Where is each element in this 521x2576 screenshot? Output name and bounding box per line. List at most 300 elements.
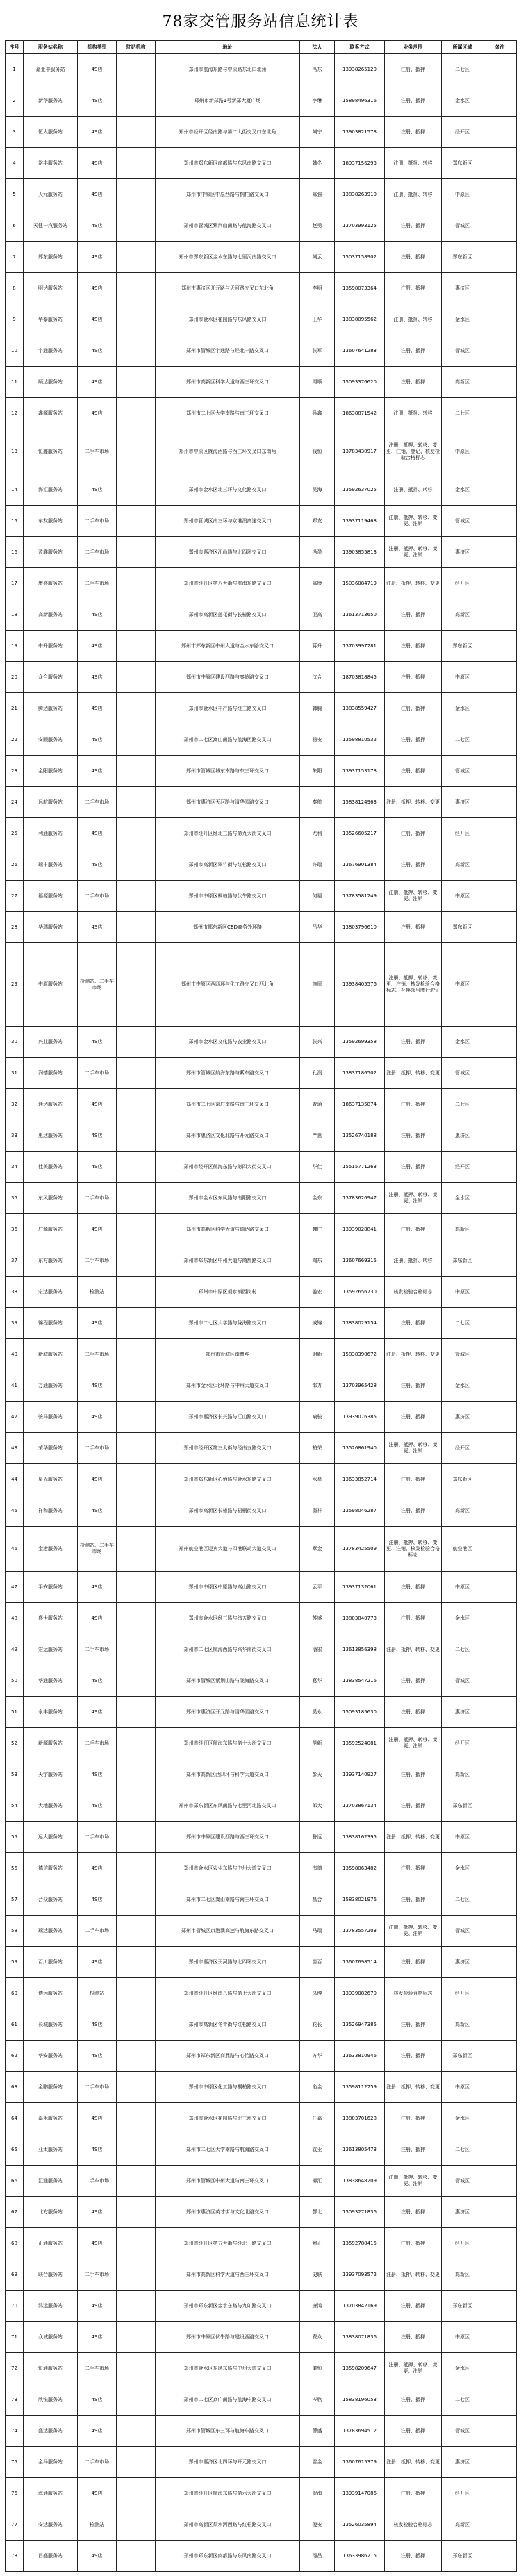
- cell-org: [117, 1183, 156, 1214]
- cell-type: 4S店: [78, 1572, 117, 1603]
- cell-legal: 水星: [300, 1464, 335, 1495]
- table-row: [6, 1370, 517, 1402]
- cell-phone: 13526605217: [335, 818, 385, 849]
- cell-type: 二手车市场: [78, 2072, 117, 2103]
- cell-no: 39: [6, 1308, 24, 1339]
- cell-name: 佳美服务站: [24, 1152, 78, 1183]
- cell-scope: 注册、抵押: [385, 2322, 442, 2353]
- table-row: [6, 210, 517, 242]
- cell-scope: 注册、抵押: [385, 756, 442, 787]
- cell-remark: [483, 537, 517, 568]
- cell-org: [117, 787, 156, 818]
- cell-legal: 方华: [300, 2041, 335, 2072]
- cell-no: 67: [6, 2197, 24, 2228]
- table-row: [6, 849, 517, 881]
- cell-no: 54: [6, 1790, 24, 1822]
- cell-addr: 郑州市金水区北环路与中州大道交叉口: [156, 1370, 300, 1402]
- cell-legal: 孙鑫: [300, 398, 335, 429]
- cell-addr: 郑州市管城区中州大道与南三环交叉口: [156, 2166, 300, 2197]
- cell-no: 35: [6, 1183, 24, 1214]
- table-row: [6, 2041, 517, 2072]
- cell-scope: 注册、抵押: [385, 693, 442, 724]
- cell-phone: 15036084719: [335, 568, 385, 599]
- cell-legal: 俞金: [300, 2072, 335, 2103]
- table-row: [6, 1728, 517, 1759]
- cell-org: [117, 2322, 156, 2353]
- cell-area: 金水区: [442, 474, 483, 506]
- cell-no: 23: [6, 756, 24, 787]
- table-row: [6, 1183, 517, 1214]
- cell-name: 顺达服务站: [24, 367, 78, 398]
- table-row: [6, 1978, 517, 2009]
- cell-scope: 注册、抵押: [385, 117, 442, 148]
- cell-name: 新源服务站: [24, 1728, 78, 1759]
- cell-addr: 郑州市中原区化工路与桐柏路交叉口: [156, 2072, 300, 2103]
- cell-no: 41: [6, 1370, 24, 1402]
- table-row: [6, 1495, 517, 1527]
- cell-legal: 尤利: [300, 818, 335, 849]
- cell-legal: 姜宏: [300, 1277, 335, 1308]
- cell-remark: [483, 693, 517, 724]
- cell-org: [117, 1978, 156, 2009]
- cell-area: 管城区: [442, 210, 483, 242]
- cell-scope: 注册、抵押、转移、变更、注销: [385, 2166, 442, 2197]
- cell-no: 5: [6, 179, 24, 210]
- cell-no: 8: [6, 273, 24, 304]
- cell-scope: 注册、抵押: [385, 335, 442, 367]
- cell-remark: [483, 148, 517, 179]
- cell-type: 检测站、二手车市场: [78, 943, 117, 1027]
- cell-type: 4S店: [78, 1759, 117, 1790]
- cell-org: [117, 2447, 156, 2478]
- cell-type: 4S店: [78, 1120, 117, 1152]
- cell-no: 45: [6, 1495, 24, 1527]
- cell-name: 金鹏服务站: [24, 2072, 78, 2103]
- cell-legal: 吕华: [300, 912, 335, 943]
- cell-name: 中升服务站: [24, 631, 78, 662]
- cell-org: [117, 818, 156, 849]
- cell-remark: [483, 1370, 517, 1402]
- cell-no: 49: [6, 1634, 24, 1665]
- cell-area: 郑东新区: [442, 2541, 483, 2572]
- cell-area: 管城区: [442, 335, 483, 367]
- cell-scope: 注册、抵押: [385, 1495, 442, 1527]
- cell-phone: 13783430917: [335, 429, 385, 474]
- cell-phone: 13613713650: [335, 599, 385, 631]
- cell-addr: 郑州市中原区陇海西路与西三环交叉口东南角: [156, 429, 300, 474]
- cell-no: 37: [6, 1245, 24, 1277]
- cell-remark: [483, 2541, 517, 2572]
- cell-type: 二手车市场: [78, 1634, 117, 1665]
- cell-area: 高新区: [442, 849, 483, 881]
- table-row: [6, 1058, 517, 1089]
- cell-area: 中原区: [442, 2072, 483, 2103]
- cell-org: [117, 1822, 156, 1853]
- cell-phone: 13838029154: [335, 1308, 385, 1339]
- cell-name: 通达服务站: [24, 1089, 78, 1120]
- cell-type: 二手车市场: [78, 568, 117, 599]
- cell-legal: 孔润: [300, 1058, 335, 1089]
- cell-remark: [483, 631, 517, 662]
- cell-legal: 任嘉: [300, 2103, 335, 2134]
- cell-name: 鑫源服务站: [24, 398, 78, 429]
- cell-type: 4S店: [78, 2134, 117, 2166]
- table-row: [6, 54, 517, 85]
- cell-no: 55: [6, 1822, 24, 1853]
- cell-name: 大地服务站: [24, 1790, 78, 1822]
- table-row: [6, 273, 517, 304]
- cell-scope: 注册、抵押、转移、变更、注销、登记、核发检验合格标志: [385, 429, 442, 474]
- cell-type: 二手车市场: [78, 1339, 117, 1370]
- table-row: [6, 2478, 517, 2509]
- cell-org: [117, 1027, 156, 1058]
- cell-phone: 13939082670: [335, 1978, 385, 2009]
- cell-org: [117, 1152, 156, 1183]
- cell-addr: 郑州市金水区花园路与北三环交叉口: [156, 2103, 300, 2134]
- cell-org: [117, 1433, 156, 1464]
- cell-org: [117, 2541, 156, 2572]
- header-cell: 备注: [483, 41, 517, 54]
- cell-addr: 郑州市管城区京港澳高速与航海东路交叉口: [156, 1916, 300, 1947]
- cell-no: 11: [6, 367, 24, 398]
- cell-remark: [483, 2166, 517, 2197]
- table-row: [6, 474, 517, 506]
- cell-type: 4S店: [78, 2103, 117, 2134]
- cell-name: 恒太服务站: [24, 117, 78, 148]
- cell-scope: 注册、抵押: [385, 2384, 442, 2416]
- cell-remark: [483, 2353, 517, 2384]
- table-row: [6, 429, 517, 474]
- cell-no: 22: [6, 724, 24, 756]
- cell-phone: 18637135874: [335, 1089, 385, 1120]
- cell-name: 德信服务站: [24, 1853, 78, 1884]
- cell-no: 18: [6, 599, 24, 631]
- cell-area: 郑东新区: [442, 1245, 483, 1277]
- cell-type: 4S店: [78, 148, 117, 179]
- cell-remark: [483, 1697, 517, 1728]
- cell-name: 北方服务站: [24, 2197, 78, 2228]
- cell-org: [117, 1790, 156, 1822]
- cell-area: 郑东新区: [442, 1464, 483, 1495]
- header-cell: 地址: [156, 41, 300, 54]
- cell-phone: 13607698514: [335, 1947, 385, 1978]
- cell-legal: 许瑞: [300, 849, 335, 881]
- cell-org: [117, 693, 156, 724]
- table-row: [6, 1665, 517, 1697]
- cell-phone: 13937153178: [335, 756, 385, 787]
- cell-org: [117, 1495, 156, 1527]
- cell-name: 天健一汽服务站: [24, 210, 78, 242]
- cell-org: [117, 85, 156, 117]
- cell-area: 中原区: [442, 2322, 483, 2353]
- cell-legal: 魏广: [300, 1214, 335, 1245]
- cell-org: [117, 1089, 156, 1120]
- cell-org: [117, 117, 156, 148]
- cell-remark: [483, 273, 517, 304]
- cell-phone: 13598046287: [335, 1495, 385, 1527]
- cell-remark: [483, 1183, 517, 1214]
- cell-name: 嘉禾服务站: [24, 2103, 78, 2134]
- cell-scope: 注册、抵押: [385, 1572, 442, 1603]
- table-header-row: [6, 41, 517, 54]
- cell-legal: 曹通: [300, 1089, 335, 1120]
- cell-no: 3: [6, 117, 24, 148]
- cell-no: 48: [6, 1603, 24, 1634]
- cell-legal: 韩腾: [300, 693, 335, 724]
- table-row: [6, 1634, 517, 1665]
- cell-addr: 郑州市经开区航海东路与第十大街交叉口: [156, 1728, 300, 1759]
- cell-type: 检测站: [78, 2509, 117, 2541]
- cell-scope: 注册、抵押、转移: [385, 148, 442, 179]
- cell-addr: 郑州市二七区大学南路与航海路交叉口: [156, 2134, 300, 2166]
- table-row: [6, 756, 517, 787]
- cell-org: [117, 1120, 156, 1152]
- cell-addr: 郑州市郑东新区金水东路与九如路交叉口: [156, 2291, 300, 2322]
- cell-addr: 郑州市二七区大学路与陇海路交叉口: [156, 1308, 300, 1339]
- cell-addr: 郑州市管城区宇通路与经北一路交叉口: [156, 335, 300, 367]
- cell-name: 康盛服务站: [24, 568, 78, 599]
- cell-area: 二七区: [442, 54, 483, 85]
- cell-org: [117, 1308, 156, 1339]
- table-row: [6, 1572, 517, 1603]
- cell-addr: 郑州市管城区城东南路与东三环交叉口: [156, 756, 300, 787]
- cell-no: 16: [6, 537, 24, 568]
- cell-scope: 注册、抵押: [385, 2291, 442, 2322]
- cell-org: [117, 506, 156, 537]
- cell-scope: 注册、抵押、转移: [385, 398, 442, 429]
- cell-org: [117, 1697, 156, 1728]
- cell-legal: 郑友: [300, 506, 335, 537]
- cell-name: 盈鑫服务站: [24, 537, 78, 568]
- cell-legal: 邹万: [300, 1370, 335, 1402]
- cell-legal: 陈强: [300, 179, 335, 210]
- cell-scope: 注册、抵押、转移、变更、注销: [385, 881, 442, 912]
- cell-legal: 雷金: [300, 2447, 335, 2478]
- table-row: [6, 1790, 517, 1822]
- table-row: [6, 179, 517, 210]
- cell-legal: 何福: [300, 881, 335, 912]
- cell-phone: 13783626947: [335, 1183, 385, 1214]
- cell-addr: 郑州市高新区莲花街与长椿路交叉口: [156, 599, 300, 631]
- cell-org: [117, 242, 156, 273]
- table-row: [6, 1245, 517, 1277]
- cell-addr: 郑州市金水区花园路与东风路交叉口: [156, 304, 300, 335]
- table-row: [6, 506, 517, 537]
- cell-remark: [483, 2447, 517, 2478]
- cell-legal: 史联: [300, 2259, 335, 2291]
- cell-area: 郑东新区: [442, 1790, 483, 1822]
- cell-name: 宇通服务站: [24, 335, 78, 367]
- cell-name: 祥和服务站: [24, 1495, 78, 1527]
- cell-type: 4S店: [78, 304, 117, 335]
- cell-legal: 刘云: [300, 242, 335, 273]
- cell-name: 荣华服务站: [24, 1433, 78, 1464]
- cell-phone: 13526947385: [335, 2009, 385, 2041]
- cell-addr: 郑州市管城区航海东路与紫东路交叉口: [156, 1058, 300, 1089]
- cell-org: [117, 304, 156, 335]
- cell-scope: 注册、抵押: [385, 2103, 442, 2134]
- cell-scope: 注册、抵押、转移、变更: [385, 787, 442, 818]
- cell-type: 4S店: [78, 2009, 117, 2041]
- cell-area: 金水区: [442, 1853, 483, 1884]
- cell-legal: 廉恒: [300, 2353, 335, 2384]
- cell-scope: 注册、抵押: [385, 1790, 442, 1822]
- cell-org: [117, 1728, 156, 1759]
- cell-name: 亚太服务站: [24, 2134, 78, 2166]
- cell-no: 12: [6, 398, 24, 429]
- cell-org: [117, 1370, 156, 1402]
- cell-remark: [483, 2259, 517, 2291]
- cell-remark: [483, 1916, 517, 1947]
- cell-legal: 谢新: [300, 1339, 335, 1370]
- cell-org: [117, 1884, 156, 1916]
- table-row: [6, 2166, 517, 2197]
- table-row: [6, 335, 517, 367]
- cell-name: 金港服务站: [24, 1527, 78, 1572]
- cell-phone: 15838196053: [335, 2384, 385, 2416]
- cell-no: 36: [6, 1214, 24, 1245]
- cell-legal: 吴海: [300, 474, 335, 506]
- cell-addr: 郑州市郑东新区商都路与东风南路交叉口: [156, 2541, 300, 2572]
- cell-phone: 13598112759: [335, 2072, 385, 2103]
- cell-addr: 郑州市管城区紫荆山南路与航海路交叉口: [156, 210, 300, 242]
- cell-scope: 注册、抵押: [385, 2228, 442, 2259]
- cell-org: [117, 881, 156, 912]
- cell-no: 17: [6, 568, 24, 599]
- table-row: [6, 1603, 517, 1634]
- cell-addr: 郑州市中原区建设西路与秦岭路交叉口: [156, 662, 300, 693]
- cell-legal: 施原: [300, 943, 335, 1027]
- cell-legal: 冯东: [300, 54, 335, 85]
- cell-type: 4S店: [78, 2291, 117, 2322]
- cell-org: [117, 1277, 156, 1308]
- cell-phone: 13613805473: [335, 2134, 385, 2166]
- station-table: [5, 40, 517, 2572]
- cell-scope: 注册、抵押、转移、变更: [385, 2447, 442, 2478]
- cell-scope: 注册、抵押、转移、变更: [385, 2259, 442, 2291]
- cell-no: 53: [6, 1759, 24, 1790]
- cell-addr: 郑州市郑东新区CBD商务外环路: [156, 912, 300, 943]
- cell-remark: [483, 756, 517, 787]
- cell-legal: 章金: [300, 1527, 335, 1572]
- cell-area: 金水区: [442, 1603, 483, 1634]
- cell-addr: 郑州市经开区经北三路与第九大街交叉口: [156, 818, 300, 849]
- cell-scope: 注册、抵押: [385, 2041, 442, 2072]
- table-row: [6, 1152, 517, 1183]
- cell-type: 检测站、二手车市场: [78, 1527, 117, 1572]
- cell-name: 惠达服务站: [24, 1120, 78, 1152]
- cell-legal: 苏盛: [300, 1603, 335, 1634]
- cell-type: 4S店: [78, 1790, 117, 1822]
- cell-phone: 13633852714: [335, 1464, 385, 1495]
- cell-type: 4S店: [78, 117, 117, 148]
- cell-name: 恒通服务站: [24, 2353, 78, 2384]
- table-row: [6, 2009, 517, 2041]
- cell-legal: 陶东: [300, 1245, 335, 1277]
- cell-remark: [483, 1277, 517, 1308]
- cell-name: 广源服务站: [24, 1214, 78, 1245]
- cell-phone: 13939147086: [335, 2478, 385, 2509]
- cell-scope: 注册、抵押、转移、变更、注销: [385, 1433, 442, 1464]
- cell-name: 车友服务站: [24, 506, 78, 537]
- cell-phone: 13633810946: [335, 2041, 385, 2072]
- cell-remark: [483, 912, 517, 943]
- cell-addr: 郑州市经开区航海东路与第四大街交叉口: [156, 1152, 300, 1183]
- cell-no: 51: [6, 1697, 24, 1728]
- cell-remark: [483, 1822, 517, 1853]
- cell-name: 盛达服务站: [24, 2416, 78, 2447]
- cell-name: 利通服务站: [24, 818, 78, 849]
- cell-type: 二手车市场: [78, 2353, 117, 2384]
- cell-org: [117, 179, 156, 210]
- cell-no: 57: [6, 1884, 24, 1916]
- cell-area: 郑东新区: [442, 912, 483, 943]
- cell-phone: 13939076385: [335, 1402, 385, 1433]
- cell-org: [117, 1916, 156, 1947]
- cell-org: [117, 429, 156, 474]
- cell-scope: 核发检验合格标志: [385, 2509, 442, 2541]
- cell-remark: [483, 429, 517, 474]
- document-title: 78家交管服务站信息统计表: [162, 13, 359, 31]
- cell-name: 东风服务站: [24, 1183, 78, 1214]
- cell-type: 4S店: [78, 631, 117, 662]
- cell-phone: 13598073364: [335, 273, 385, 304]
- cell-phone: 15838390672: [335, 1339, 385, 1370]
- cell-no: 46: [6, 1527, 24, 1572]
- cell-scope: 注册、抵押、转移、变更: [385, 568, 442, 599]
- cell-legal: 薛盛: [300, 2416, 335, 2447]
- cell-org: [117, 2134, 156, 2166]
- cell-no: 70: [6, 2291, 24, 2322]
- cell-area: 经开区: [442, 1978, 483, 2009]
- cell-addr: 郑州市中原区伏牛路与建设西路交叉口: [156, 2322, 300, 2353]
- cell-remark: [483, 1058, 517, 1089]
- cell-area: 郑东新区: [442, 631, 483, 662]
- cell-remark: [483, 210, 517, 242]
- cell-addr: 郑州市高新区科学大道与西三环交叉口: [156, 2259, 300, 2291]
- cell-no: 75: [6, 2447, 24, 2478]
- cell-type: 4S店: [78, 273, 117, 304]
- cell-name: 金马服务站: [24, 2447, 78, 2478]
- cell-legal: 酆北: [300, 2197, 335, 2228]
- cell-remark: [483, 2291, 517, 2322]
- table-row: [6, 1697, 517, 1728]
- cell-type: 4S店: [78, 2384, 117, 2416]
- cell-addr: 郑州市惠济区文化北路与开元路交叉口: [156, 1120, 300, 1152]
- cell-remark: [483, 599, 517, 631]
- table-row: [6, 662, 517, 693]
- cell-scope: 注册、抵押: [385, 1402, 442, 1433]
- cell-phone: 13592524081: [335, 1728, 385, 1759]
- cell-area: 高新区: [442, 367, 483, 398]
- cell-area: 高新区: [442, 599, 483, 631]
- cell-scope: 注册、抵押: [385, 1947, 442, 1978]
- cell-no: 50: [6, 1665, 24, 1697]
- cell-remark: [483, 1214, 517, 1245]
- cell-org: [117, 1339, 156, 1370]
- cell-legal: 彭天: [300, 1759, 335, 1790]
- cell-addr: 郑州市管城区南曹乡: [156, 1339, 300, 1370]
- cell-remark: [483, 474, 517, 506]
- cell-no: 56: [6, 1853, 24, 1884]
- cell-name: 长城服务站: [24, 2009, 78, 2041]
- cell-addr: 郑州市高新区须水河西路与红松路交叉口: [156, 2509, 300, 2541]
- cell-legal: 严惠: [300, 1120, 335, 1152]
- cell-addr: 郑州市郑东新区商都路与东风南路交叉口: [156, 148, 300, 179]
- cell-legal: 鲍正: [300, 2228, 335, 2259]
- cell-no: 10: [6, 335, 24, 367]
- cell-legal: 柏荣: [300, 1433, 335, 1464]
